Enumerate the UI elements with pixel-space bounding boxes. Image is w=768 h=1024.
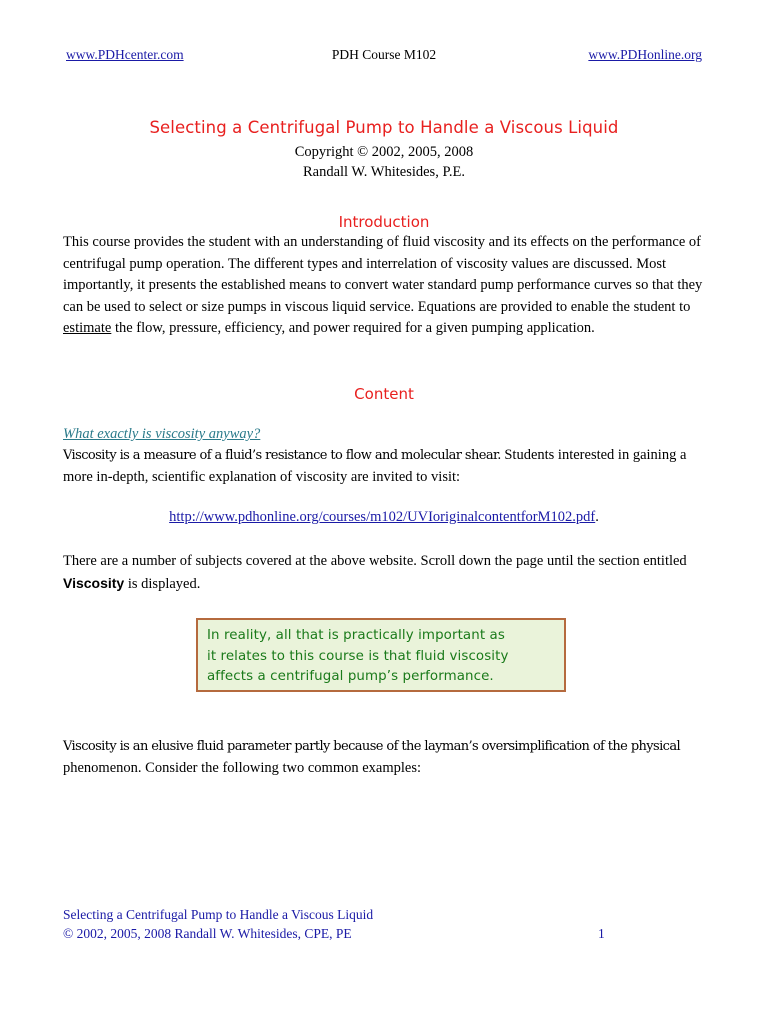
- viscosity-definition-paragraph: [63, 445, 711, 488]
- intro-underlined-word: estimate: [63, 320, 112, 337]
- subjects-text-after: is displayed.: [124, 575, 201, 592]
- elusive-line-1: Viscosity is an elusive fluid parameter partly because of the layman’s oversimplification of the physical: [63, 739, 681, 754]
- header-link-pdhonline[interactable]: www.PDHonline.org: [588, 47, 702, 62]
- author-line: Randall W. Whitesides, P.E.: [302, 164, 466, 180]
- reference-url-period: .: [595, 509, 599, 525]
- footer-copyright: © 2002, 2005, 2008 Randall W. Whitesides, CPE, PE: [63, 926, 352, 941]
- footer-page-number: 1: [598, 926, 605, 941]
- callout-line: affects a centrifugal pump’s performance.: [207, 669, 494, 684]
- introduction-paragraph: [63, 232, 711, 340]
- elusive-line-2: phenomenon. Consider the following two common examples:: [63, 759, 422, 776]
- viscosity-invite: Students interested in gaining a more in-depth, scientific explanation of viscosity are invited to visit:: [63, 447, 687, 485]
- callout-line: In reality, all that is practically important as: [207, 628, 505, 643]
- subjects-bold-term: Viscosity: [63, 574, 125, 591]
- header-link-pdhcenter[interactable]: www.PDHcenter.com: [66, 47, 184, 62]
- viscosity-question-link[interactable]: What exactly is viscosity anyway?: [63, 426, 261, 442]
- intro-text-after: the flow, pressure, efficiency, and power required for a given pumping application.: [111, 320, 595, 337]
- callout-line: it relates to this course is that fluid viscosity: [207, 648, 509, 664]
- reference-url-line: [0, 509, 768, 526]
- footer-title: Selecting a Centrifugal Pump to Handle a Viscous Liquid: [63, 907, 374, 922]
- viscosity-definition: Viscosity is a measure of a fluid’s resistance to flow and molecular shear.: [63, 448, 501, 463]
- content-heading: Content: [354, 385, 414, 403]
- intro-text-before: This course provides the student with an understanding of fluid viscosity and its effects on the performance of centrifugal pump operation. The different types and interrelation of viscosity values are discussed. Most importantly, it presents the established means to convert water standard pump performance curves so that they can be used to select or size pumps in viscous liquid service. Equations are provided to enable the student to: [63, 234, 703, 315]
- elusive-paragraph: [63, 736, 711, 779]
- copyright-line: Copyright © 2002, 2005, 2008: [294, 144, 474, 160]
- introduction-heading: Introduction: [338, 213, 430, 231]
- callout-text: [207, 626, 567, 688]
- reference-url-link[interactable]: http://www.pdhonline.org/courses/m102/UVIoriginalcontentforM102.pdf: [169, 509, 596, 525]
- header-course-label: PDH Course M102: [331, 47, 437, 62]
- document-title: Selecting a Centrifugal Pump to Handle a Viscous Liquid: [149, 118, 619, 137]
- subjects-text-before: There are a number of subjects covered at the above website. Scroll down the page until the section entitled: [63, 553, 687, 569]
- subjects-paragraph: [63, 551, 711, 595]
